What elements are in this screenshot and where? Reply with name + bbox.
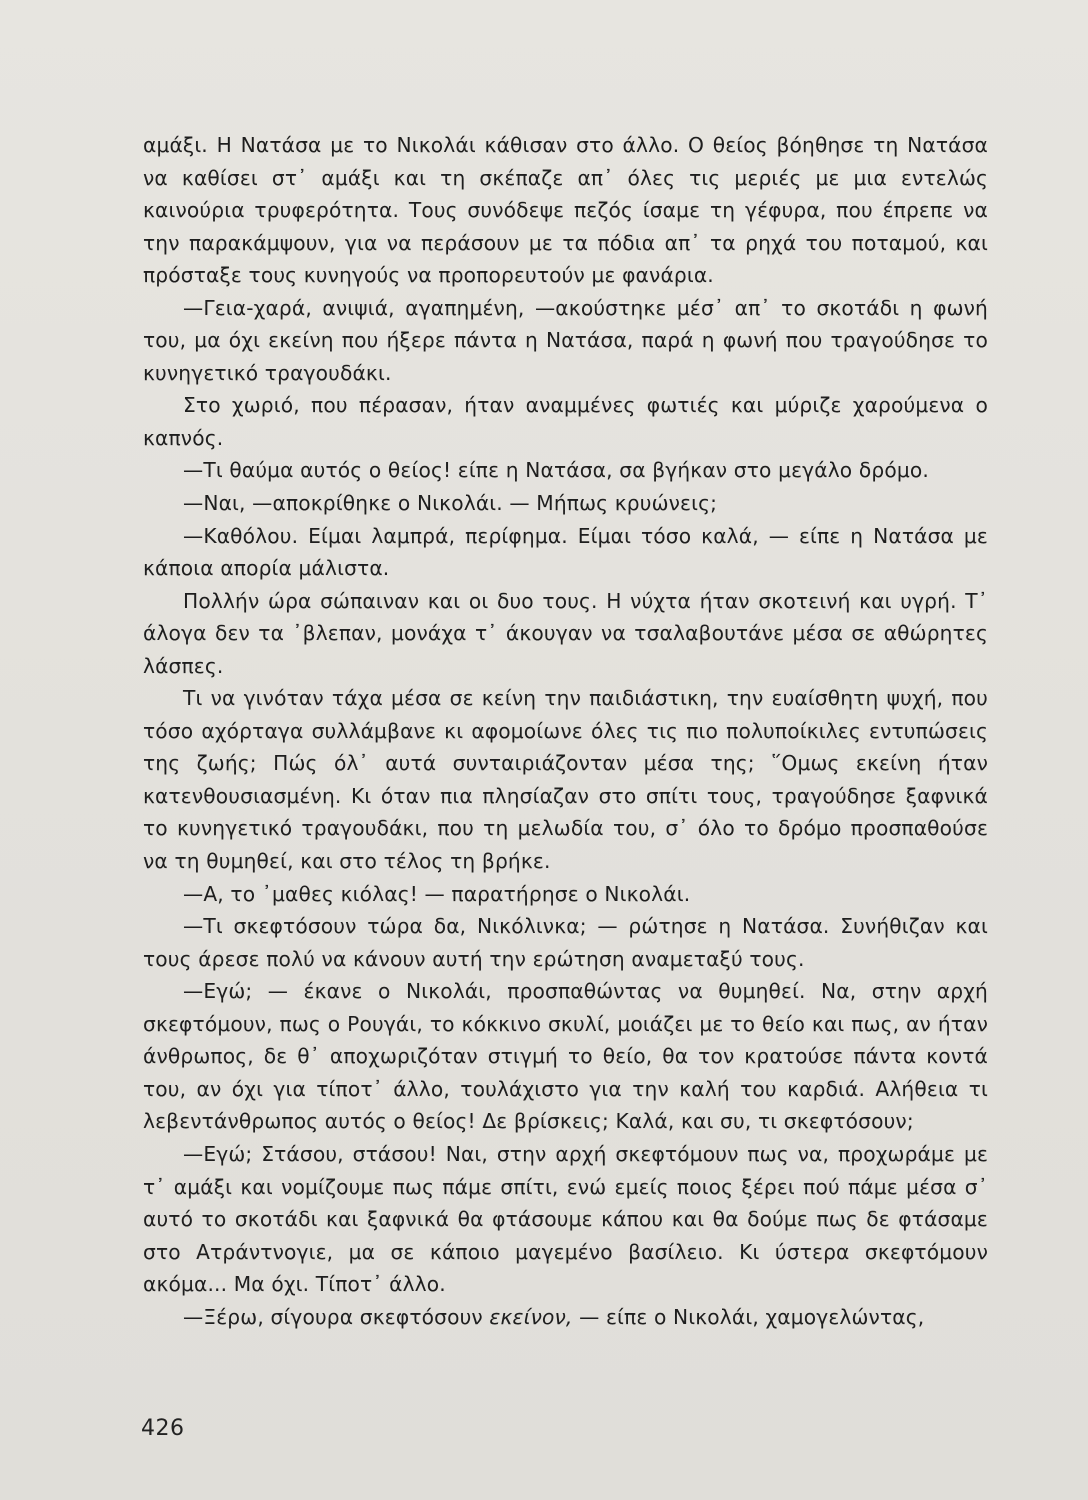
paragraph: —Α, το ᾽μαθες κιόλας! — παρατήρησε ο Νικολάι. bbox=[183, 881, 691, 906]
paragraph-text: —Ξέρω, σίγουρα σκεφτόσουν bbox=[183, 1304, 483, 1329]
paragraph: Στο χωριό, που πέρασαν, ήταν αναμμένες φωτιές και μύριζε χαρούμενα ο καπνός. bbox=[143, 393, 988, 450]
paragraph: Τι να γινόταν τάχα μέσα σε κείνη την παιδιάστικη, την ευαίσθητη ψυχή, που τόσο αχόρταγα συλλάμβανε κι αφομοίωνε όλες τις πιο πολυποίκιλες εντυπώσεις της ζωής; Πώς όλ᾽ αυτά συνταιριάζονταν μέσα της; ῞Ομως εκείνη ήταν κατενθουσιασμένη. Κι όταν πια πλησίαζαν στο σπίτι τους, τραγούδησε ξαφνικά το κυνηγετικό τραγουδάκι, που τη μελωδία του, σ᾽ όλο το δρόμο προσπαθούσε να τη θυμηθεί, και στο τέλος τη βρήκε. bbox=[143, 686, 988, 874]
body-text bbox=[143, 129, 988, 1333]
paragraph-tail: — είπε ο Νικολάι, χαμογελώντας, bbox=[579, 1304, 925, 1329]
emphasized-word: εκείνον, bbox=[489, 1304, 573, 1329]
paragraph: Πολλήν ώρα σώπαιναν και οι δυο τους. Η νύχτα ήταν σκοτεινή και υγρή. Τ᾽ άλογα δεν τα ᾽βλεπαν, μονάχα τ᾽ άκουγαν να τσαλαβουτάνε μέσα σε αθώρητες λάσπες. bbox=[143, 588, 988, 678]
paragraph: —Γεια-χαρά, ανιψιά, αγαπημένη, —ακούστηκε μέσ᾽ απ᾽ το σκοτάδι η φωνή του, μα όχι εκείνη που ήξερε πάντα η Νατάσα, παρά η φωνή που τραγούδησε το κυνηγετικό τραγουδάκι. bbox=[143, 295, 988, 385]
paragraph: —Εγώ; — έκανε ο Νικολάι, προσπαθώντας να θυμηθεί. Να, στην αρχή σκεφτόμουν, πως ο Ρουγάι, το κόκκινο σκυλί, μοιάζει με το θείο και πως, αν ήταν άνθρωπος, δε θ᾽ αποχωριζόταν στιγμή το θείο, θα τον κρατούσε πάντα κοντά του, αν όχι για τίποτ᾽ άλλο, τουλάχιστο για την καλή του καρδιά. Αλήθεια τι λεβεντάνθρωπος αυτός ο θείος! Δε βρίσκεις; Καλά, και συ, τι σκεφτόσουν; bbox=[143, 979, 988, 1134]
paragraph: —Ναι, —αποκρίθηκε ο Νικολάι. — Μήπως κρυώνεις; bbox=[183, 491, 718, 516]
paragraph: αμάξι. Η Νατάσα με το Νικολάι κάθισαν στο άλλο. Ο θείος βόηθησε τη Νατάσα να καθίσει στ᾽ αμάξι και τη σκέπαζε απ᾽ όλες τις μεριές με μια εντελώς καινούρια τρυφερότητα. Τους συνόδεψε πεζός ίσαμε τη γέφυρα, που έπρεπε να την παρακάμψουν, για να περάσουν με τα πόδια απ᾽ τα ρηχά του ποταμού, και πρόσταξε τους κυνηγούς να προπορευτούν με φανάρια. bbox=[143, 133, 988, 288]
paragraph: —Τι θαύμα αυτός ο θείος! είπε η Νατάσα, σα βγήκαν στο μεγάλο δρόμο. bbox=[183, 458, 929, 483]
page-number: 426 bbox=[141, 1416, 185, 1441]
paragraph: —Τι σκεφτόσουν τώρα δα, Νικόλινκα; — ρώτησε η Νατάσα. Συνήθιζαν και τους άρεσε πολύ να κάνουν αυτή την ερώτηση αναμεταξύ τους. bbox=[143, 914, 988, 971]
paragraph: —Καθόλου. Είμαι λαμπρά, περίφημα. Είμαι τόσο καλά, — είπε η Νατάσα με κάποια απορία μάλιστα. bbox=[143, 523, 988, 581]
paragraph: —Εγώ; Στάσου, στάσου! Ναι, στην αρχή σκεφτόμουν πως να, προχωράμε με τ᾽ αμάξι και νομίζουμε πως πάμε σπίτι, ενώ εμείς ποιος ξέρει πού πάμε μέσα σ᾽ αυτό το σκοτάδι και ξαφνικά θα φτάσουμε κάπου και θα δούμε πως δε φτάσαμε στο Ατράντνογιε, μα σε κάποιο μαγεμένο βασίλειο. Κι ύστερα σκεφτόμουν ακόμα... Μα όχι. Τίποτ᾽ άλλο. bbox=[143, 1141, 988, 1297]
paragraph-last bbox=[143, 1301, 988, 1334]
